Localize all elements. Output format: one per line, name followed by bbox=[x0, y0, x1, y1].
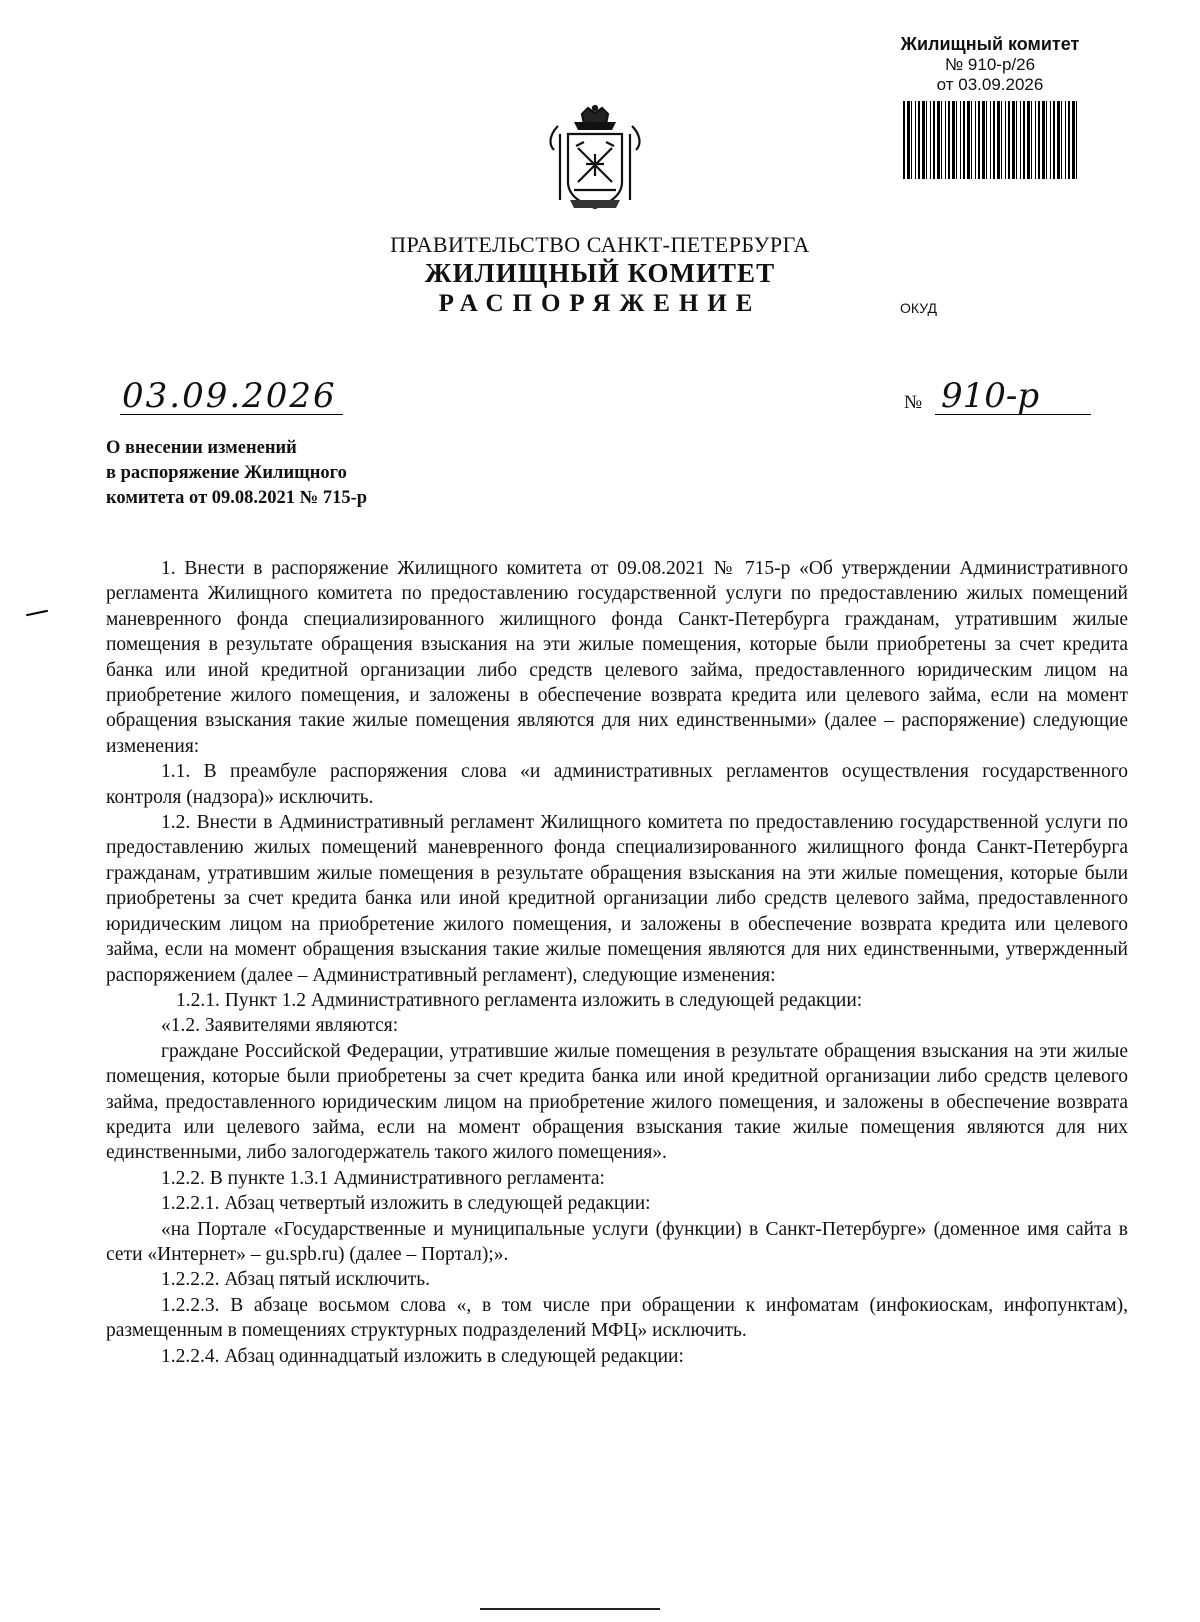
paragraph: 1.2.2. В пункте 1.3.1 Административного регламента: bbox=[161, 1167, 605, 1189]
paragraph: 1. Внести в распоряжение Жилищного комитета от 09.08.2021 № 715-р «Об утверждении Административного регламента Жилищного комитета по предоставлению государственной услуги по предоставлению жилых помещений маневренного фонда специализированного жилищного фонда Санкт-Петербурга гражданам, утратившим жилые помещения в результате обращения взыскания на эти жилые помещения, которые были приобретены за счет кредита банка или иной кредитной организации либо средств целевого займа, предоставленного юридическим лицом на приобретение жилого помещения, и заложены в обеспечение возврата кредита или целевого займа, если на момент обращения взыскания такие жилые помещения являются для них единственными» (далее – распоряжение) следующие изменения: bbox=[106, 558, 1128, 757]
paragraph: «1.2. Заявителями являются: bbox=[161, 1015, 399, 1037]
number-sign: № bbox=[904, 392, 923, 413]
registration-stamp bbox=[880, 34, 1100, 179]
paragraph: граждане Российской Федерации, утратившие жилые помещения в результате обращения взыскания на эти жилые помещения, которые были приобретены за счет кредита банка или иной кредитной организации либо средств целевого займа, предоставленного юридическим лицом на приобретение жилого помещения, и заложены в обеспечение возврата кредита или целевого займа, если на момент обращения взыскания такие жилые помещения являются для них единственными, либо залогодержатель такого жилого помещения». bbox=[106, 1040, 1128, 1164]
paragraph: 1.2.1. Пункт 1.2 Административного регламента изложить в следующей редакции: bbox=[176, 989, 863, 1011]
document-body bbox=[106, 556, 1128, 1369]
stamp-org: Жилищный комитет bbox=[900, 34, 1080, 54]
paragraph: 1.2. Внести в Административный регламент Жилищного комитета по предоставлению государственной услуги по предоставлению жилых помещений маневренного фонда специализированного жилищного фонда Санкт-Петербурга гражданам, утратившим жилые помещения в результате обращения взыскания на эти жилые помещения, которые были приобретены за счет кредита банка или иной кредитной организации либо средств целевого займа, предоставленного юридическим лицом на приобретение жилого помещения, и заложены в обеспечение возврата кредита или целевого займа, если на момент обращения взыскания такие жилые помещения являются для них единственными, утвержденный распоряжением (далее – Административный регламент), следующие изменения: bbox=[106, 812, 1128, 986]
stamp-number: № 910-р/26 bbox=[944, 55, 1036, 74]
title-line: в распоряжение Жилищного bbox=[106, 463, 347, 483]
handwritten-number: 910-р bbox=[935, 378, 1091, 415]
margin-mark bbox=[26, 610, 48, 617]
government-name: ПРАВИТЕЛЬСТВО САНКТ-ПЕТЕРБУРГА bbox=[390, 232, 810, 257]
barcode bbox=[903, 101, 1078, 179]
title-line: комитета от 09.08.2021 № 715-р bbox=[106, 488, 368, 508]
page-edge-mark bbox=[480, 1608, 660, 1610]
document-title bbox=[106, 436, 367, 511]
handwritten-date: 03.09.2026 bbox=[120, 378, 343, 415]
paragraph: 1.2.2.4. Абзац одиннадцатый изложить в следующей редакции: bbox=[161, 1345, 684, 1367]
title-line: О внесении изменений bbox=[106, 438, 297, 458]
stamp-date: от 03.09.2026 bbox=[936, 75, 1044, 94]
document-type: РАСПОРЯЖЕНИЕ bbox=[438, 290, 762, 317]
paragraph: 1.2.2.2. Абзац пятый исключить. bbox=[161, 1269, 431, 1291]
committee-name: ЖИЛИЩНЫЙ КОМИТЕТ bbox=[424, 258, 776, 288]
okud-label: ОКУД bbox=[900, 300, 937, 316]
paragraph: 1.1. В преамбуле распоряжения слова «и административных регламентов осуществления государственного контроля (надзора)» исключить. bbox=[106, 761, 1128, 808]
paragraph: 1.2.2.3. В абзаце восьмом слова «, в том числе при обращении к инфоматам (инфокиоскам, инфопунктам), размещенным в помещениях структурных подразделений МФЦ» исключить. bbox=[106, 1294, 1128, 1342]
paragraph: «на Портале «Государственные и муниципальные услуги (функции) в Санкт-Петербурге» (доменное имя сайта в сети «Интернет» – gu.spb.ru) (далее – Портал);». bbox=[106, 1218, 1128, 1265]
coat-of-arms-emblem bbox=[540, 104, 650, 214]
paragraph: 1.2.2.1. Абзац четвертый изложить в следующей редакции: bbox=[161, 1193, 651, 1215]
